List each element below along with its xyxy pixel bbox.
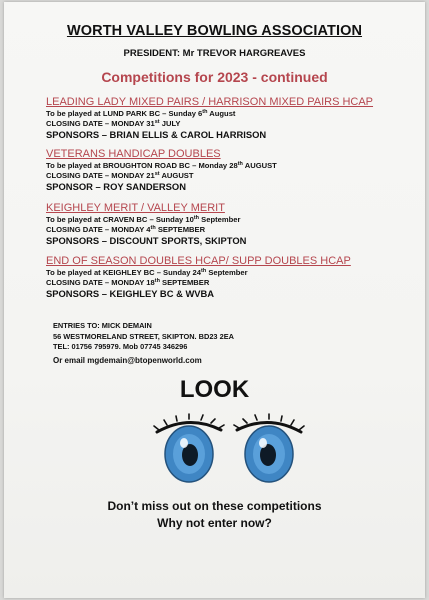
venue-line: To be played at CRAVEN BC – Sunday 10th September: [46, 215, 241, 224]
competition-heading: KEIGHLEY MERIT / VALLEY MERIT: [46, 202, 225, 214]
look-heading: LOOK: [179, 376, 250, 403]
entries-email: Or email mgdemain@btopenworld.com: [53, 356, 202, 365]
venue-line: To be played at KEIGHLEY BC – Sunday 24th September: [46, 268, 248, 277]
president-line: PRESIDENT: Mr TREVOR HARGREAVES: [123, 48, 306, 59]
closing-date-line: CLOSING DATE – MONDAY 18th SEPTEMBER: [46, 278, 210, 287]
left-eye-icon: [154, 414, 224, 482]
competition-heading: LEADING LADY MIXED PAIRS / HARRISON MIXED PAIRS HCAP: [46, 96, 374, 108]
competition-section: [46, 96, 406, 141]
sponsors-line: SPONSORS – BRIAN ELLIS & CAROL HARRISON: [46, 129, 267, 140]
entries-address: 56 WESTMORELAND STREET, SKIPTON. BD23 2EA: [53, 331, 234, 341]
competition-heading: VETERANS HANDICAP DOUBLES: [46, 148, 221, 160]
sponsors-line: SPONSOR – ROY SANDERSON: [46, 181, 186, 192]
competition-section: [46, 255, 406, 300]
closing-date-line: CLOSING DATE – MONDAY 21st AUGUST: [46, 171, 194, 180]
entries-phone: TEL: 01756 795979. Mob 07745 346296: [53, 342, 188, 351]
entries-block: [53, 321, 234, 353]
sponsors-line: SPONSORS – KEIGHLEY BC & WVBA: [46, 288, 215, 299]
association-title: WORTH VALLEY BOWLING ASSOCIATION: [66, 23, 363, 39]
poster-sheet: [4, 2, 425, 598]
cartoon-eyes-icon: [149, 410, 309, 490]
footer-line-1: Don’t miss out on these competitions: [107, 499, 322, 513]
competition-heading: END OF SEASON DOUBLES HCAP/ SUPP DOUBLES HCAP: [46, 255, 351, 267]
venue-line: To be played at LUND PARK BC – Sunday 6th August: [46, 109, 236, 118]
competition-section: [46, 202, 406, 247]
footer-line-2: Why not enter now?: [157, 516, 272, 530]
venue-line: To be played at BROUGHTON ROAD BC – Monday 28th AUGUST: [46, 161, 277, 170]
sponsors-line: SPONSORS – DISCOUNT SPORTS, SKIPTON: [46, 235, 247, 246]
competitions-title: Competitions for 2023 - continued: [101, 69, 328, 85]
entries-contact: ENTRIES TO: MICK DEMAIN: [53, 321, 152, 330]
closing-date-line: CLOSING DATE – MONDAY 31st JULY: [46, 119, 181, 128]
competition-section: [46, 148, 406, 193]
closing-date-line: CLOSING DATE – MONDAY 4th SEPTEMBER: [46, 225, 206, 234]
right-eye-icon: [234, 414, 304, 482]
